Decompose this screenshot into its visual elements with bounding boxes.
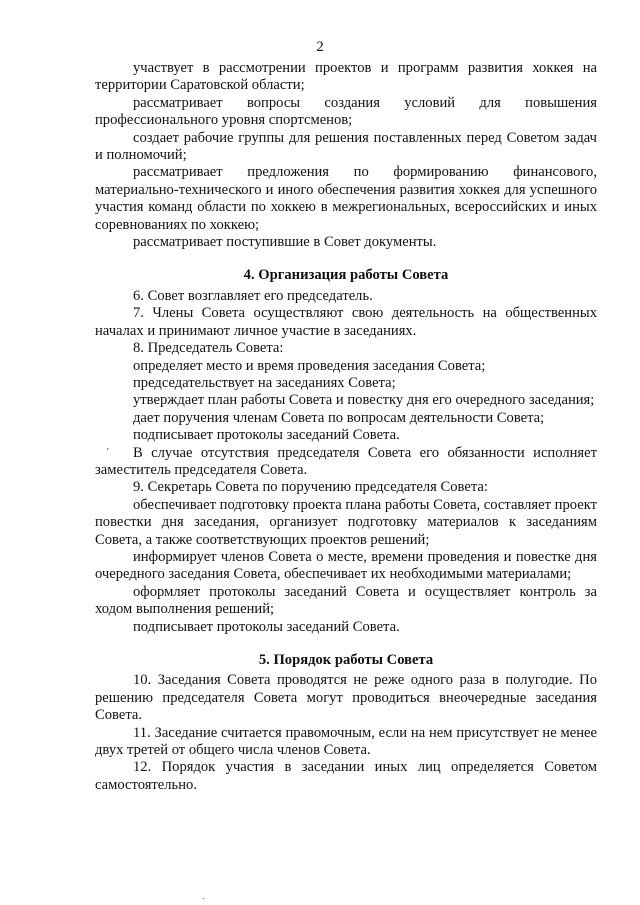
- paragraph: участвует в рассмотрении проектов и программ развития хоккея на территории Саратовской области;: [95, 60, 597, 94]
- paragraph: оформляет протоколы заседаний Совета и осуществляет контроль за ходом выполнения решений;: [95, 583, 597, 618]
- paragraph: рассматривает вопросы создания условий для повышения профессионального уровня спортсменов;: [95, 94, 597, 129]
- document-body: [95, 60, 597, 794]
- scan-speck: ʼ: [106, 447, 110, 458]
- section-heading-5: 5. Порядок работы Совета: [258, 652, 434, 668]
- paragraph: 8. Председатель Совета:: [133, 340, 284, 357]
- paragraph: 11. Заседание считается правомочным, если на нем присутствует не менее двух третей от общего числа членов Совета.: [95, 724, 597, 759]
- paragraph: 12. Порядок участия в заседании иных лиц определяется Советом самостоятельно.: [95, 759, 597, 793]
- paragraph: 7. Члены Совета осуществляют свою деятельность на общественных началах и принимают личное участие в заседаниях.: [95, 305, 597, 339]
- paragraph: рассматривает поступившие в Совет документы.: [133, 234, 437, 251]
- paragraph: дает поручения членам Совета по вопросам деятельности Совета;: [133, 409, 545, 426]
- paragraph: создает рабочие группы для решения поставленных перед Советом задач и полномочий;: [95, 129, 597, 164]
- paragraph: 6. Совет возглавляет его председатель.: [133, 287, 373, 304]
- paragraph: обеспечивает подготовку проекта плана работы Совета, составляет проект повестки дня заседания, организует подготовку материалов к заседаниям Совета, а также соответствующих проектов решений;: [95, 496, 597, 548]
- paragraph: председательствует на заседаниях Совета;: [133, 374, 396, 391]
- page-number: 2: [316, 39, 324, 55]
- scan-speck: ˎ: [202, 889, 206, 900]
- paragraph: 9. Секретарь Совета по поручению председателя Совета:: [133, 479, 488, 496]
- paragraph: информирует членов Совета о месте, времени проведения и повестке дня очередного заседания Совета, обеспечивает их необходимыми материалами;: [95, 548, 597, 583]
- paragraph: 10. Заседания Совета проводятся не реже одного раза в полугодие. По решению председателя Совета могут проводиться внеочередные заседания Совета.: [95, 672, 597, 724]
- paragraph: утверждает план работы Совета и повестку дня его очередного заседания;: [133, 392, 595, 409]
- paragraph: подписывает протоколы заседаний Совета.: [133, 427, 400, 444]
- paragraph: рассматривает предложения по формированию финансового, материально-технического и иного обеспечения развития хоккея для успешного участия команд области по хоккею в межрегиональных, всероссийских и иных соревнованиях по хоккею;: [95, 164, 597, 233]
- paragraph: определяет место и время проведения заседания Совета;: [133, 357, 486, 374]
- paragraph: подписывает протоколы заседаний Совета.: [133, 618, 400, 635]
- section-heading-4: 4. Организация работы Совета: [243, 267, 449, 284]
- paragraph: В случае отсутствия председателя Совета его обязанности исполняет заместитель председателя Совета.: [95, 444, 597, 478]
